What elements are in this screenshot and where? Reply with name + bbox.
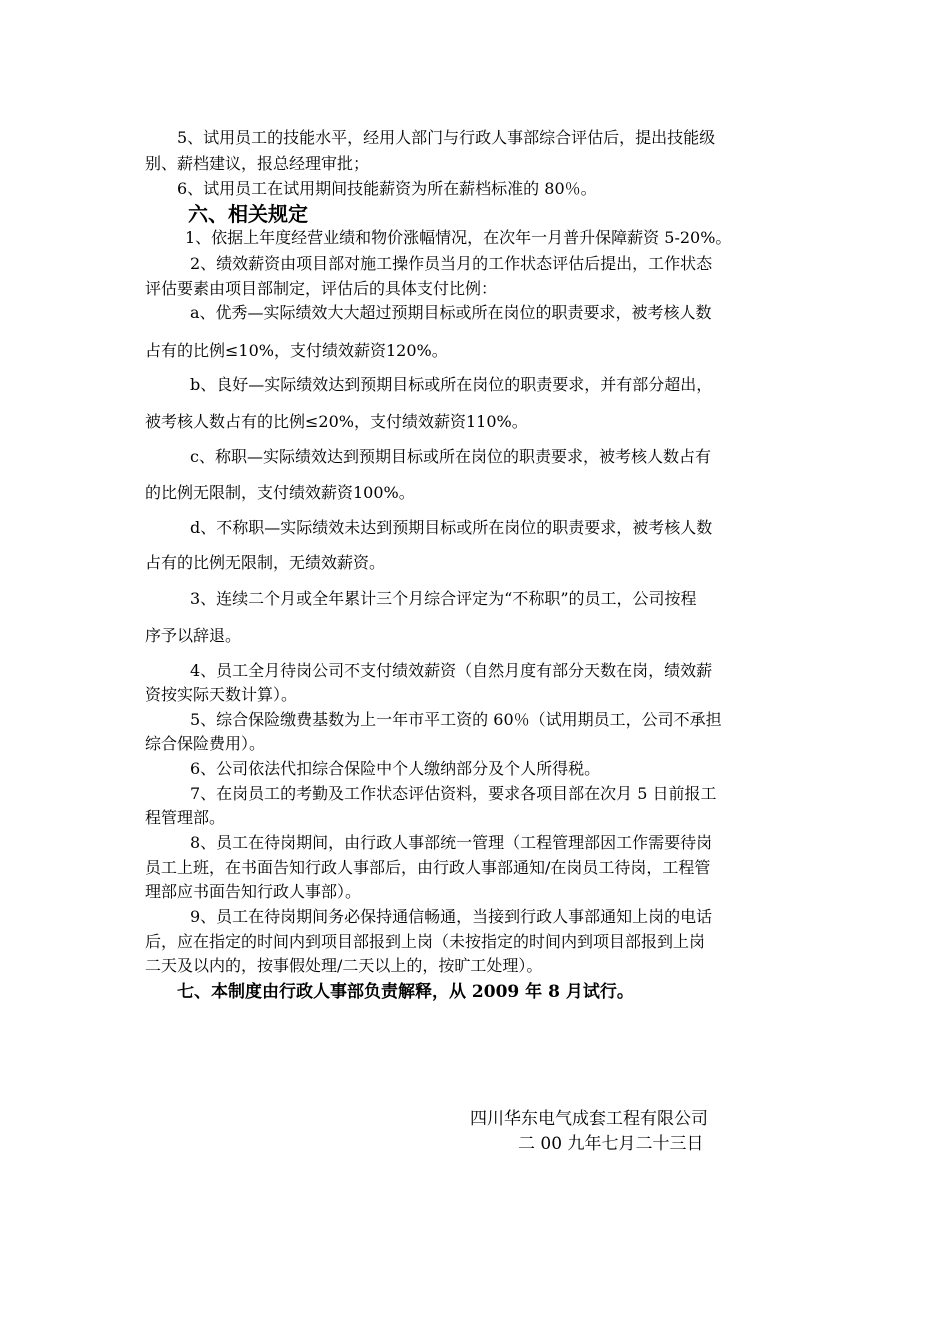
issue-date: 二 00 九年七月二十三日 [518, 1134, 704, 1154]
grade-a-line2: 占有的比例≤10%，支付绩效薪资120%。 [145, 341, 448, 360]
section6-heading: 六、相关规定 [188, 202, 308, 226]
rule5-line1: 5、综合保险缴费基数为上一年市平工资的 60％（试用期员工，公司不承担 [190, 710, 722, 729]
rule5-line2: 综合保险费用）。 [145, 734, 266, 753]
grade-c-line1: c、称职—实际绩效达到预期目标或所在岗位的职责要求，被考核人数占有 [190, 447, 711, 466]
rule9-line3: 二天及以内的，按事假处理/二天以上的，按旷工处理）。 [145, 956, 543, 975]
rule6: 6、公司依法代扣综合保险中个人缴纳部分及个人所得税。 [190, 759, 601, 778]
company-name: 四川华东电气成套工程有限公司 [470, 1109, 708, 1129]
rule9-line1: 9、员工在待岗期间务必保持通信畅通，当接到行政人事部通知上岗的电话 [190, 907, 713, 926]
rule7-line1: 7、在岗员工的考勤及工作状态评估资料，要求各项目部在次月 5 日前报工 [190, 784, 717, 803]
grade-c-line2: 的比例无限制，支付绩效薪资100%。 [145, 483, 415, 502]
rule8-line3: 理部应书面告知行政人事部）。 [145, 882, 362, 901]
rule1: 1、依据上年度经营业绩和物价涨幅情况，在次年一月普升保障薪资 5-20%。 [185, 228, 732, 247]
grade-b-line1: b、良好—实际绩效达到预期目标或所在岗位的职责要求，并有部分超出， [190, 375, 713, 394]
rule4-line1: 4、员工全月待岗公司不支付绩效薪资（自然月度有部分天数在岗，绩效薪 [190, 661, 713, 680]
rule8-line2: 员工上班，在书面告知行政人事部后，由行政人事部通知/在岗员工待岗，工程管 [145, 858, 711, 877]
grade-d-line1: d、不称职—实际绩效未达到预期目标或所在岗位的职责要求，被考核人数 [190, 518, 713, 537]
grade-d-line2: 占有的比例无限制，无绩效薪资。 [145, 553, 386, 572]
rule7-line2: 程管理部。 [145, 808, 226, 827]
rule9-line2: 后，应在指定的时间内到项目部报到上岗（未按指定的时间内到项目部报到上岗 [145, 932, 706, 951]
item5-line2: 别、薪档建议，报总经理审批； [145, 154, 370, 173]
item6-line1: 6、试用员工在试用期间技能薪资为所在薪档标准的 80％。 [177, 179, 597, 198]
rule4-line2: 资按实际天数计算）。 [145, 685, 298, 704]
rule2-line2: 评估要素由项目部制定，评估后的具体支付比例： [145, 279, 498, 298]
grade-b-line2: 被考核人数占有的比例≤20%，支付绩效薪资110%。 [145, 412, 528, 431]
section7-statement: 七、本制度由行政人事部负责解释，从 2009 年 8 月试行。 [177, 982, 634, 1002]
item5-line1: 5、试用员工的技能水平，经用人部门与行政人事部综合评估后，提出技能级 [177, 128, 716, 147]
grade-a-line1: a、优秀—实际绩效大大超过预期目标或所在岗位的职责要求，被考核人数 [190, 303, 712, 322]
rule8-line1: 8、员工在待岗期间，由行政人事部统一管理（工程管理部因工作需要待岗 [190, 833, 713, 852]
rule3-line1: 3、连续二个月或全年累计三个月综合评定为“不称职”的员工，公司按程 [190, 589, 697, 608]
rule3-line2: 序予以辞退。 [145, 626, 242, 645]
rule2-line1: 2、绩效薪资由项目部对施工操作员当月的工作状态评估后提出，工作状态 [190, 254, 713, 273]
